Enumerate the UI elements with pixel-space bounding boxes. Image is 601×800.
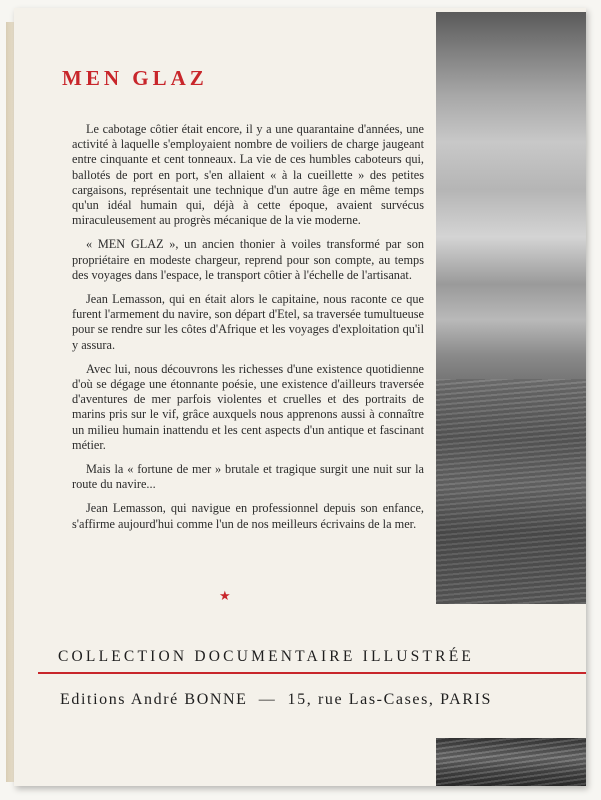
blurb-paragraph: Jean Lemasson, qui navigue en professionnel depuis son enfance, s'affirme aujourd'hui comme l'un de nos meilleurs écrivains de la mer. bbox=[72, 501, 424, 531]
book-title: MEN GLAZ bbox=[62, 66, 208, 90]
sea-photograph-bottom bbox=[436, 738, 586, 786]
book-back-cover bbox=[14, 8, 586, 786]
blurb-paragraph: Avec lui, nous découvrons les richesses d'une existence quotidienne d'où se dégage une étonnante poésie, une existence d'ailleurs traversée d'aventures de mer parfois violentes et cruelles et des portraits de marins pris sur le vif, grâce auxquels nous apprenons aussi à connaître un milieu humain inattendu et les cent aspects d'un antique et fascinant métier. bbox=[72, 361, 424, 452]
blurb-paragraph: Mais la « fortune de mer » brutale et tragique surgit une nuit sur la route du navire... bbox=[72, 462, 424, 492]
publisher-line: Editions André BONNE — 15, rue Las-Cases, PARIS bbox=[60, 691, 493, 708]
blurb-paragraph: « MEN GLAZ », un ancien thonier à voiles transformé par son propriétaire en modeste chargeur, reprend pour son compte, au temps des voyages dans l'espace, le transport côtier à l'échelle de l'artisanat. bbox=[72, 237, 424, 282]
star-ornament: ★ bbox=[219, 588, 231, 603]
blurb-paragraph: Le cabotage côtier était encore, il y a une quarantaine d'années, une activité à laquelle s'employaient nombre de voiliers de charge jaugeant entre cinquante et cent tonneaux. La vie de ces humbles caboteurs qui, ballotés de port en port, s'en allaient « à la cueillette » des petites cargaisons, représentait une technique d'un autre âge en même temps qu'un idéal humain qui, déjà à cette époque, avaient survécus miraculeusement au progrès mécanique de la vie moderne. bbox=[72, 122, 424, 228]
sea-waves bbox=[436, 379, 586, 604]
sea-waves-bottom bbox=[436, 738, 586, 786]
blurb bbox=[72, 122, 424, 541]
blurb-paragraph: Jean Lemasson, qui en était alors le capitaine, nous raconte ce que furent l'armement du navire, son départ d'Etel, sa traversée tumultueuse pour se rendre sur les côtes d'Afrique et les voyages d'exploitation qu'il y assura. bbox=[72, 292, 424, 352]
red-divider bbox=[38, 672, 586, 674]
collection-name: COLLECTION DOCUMENTAIRE ILLUSTRÉE bbox=[58, 648, 475, 665]
sea-photograph bbox=[436, 12, 586, 604]
